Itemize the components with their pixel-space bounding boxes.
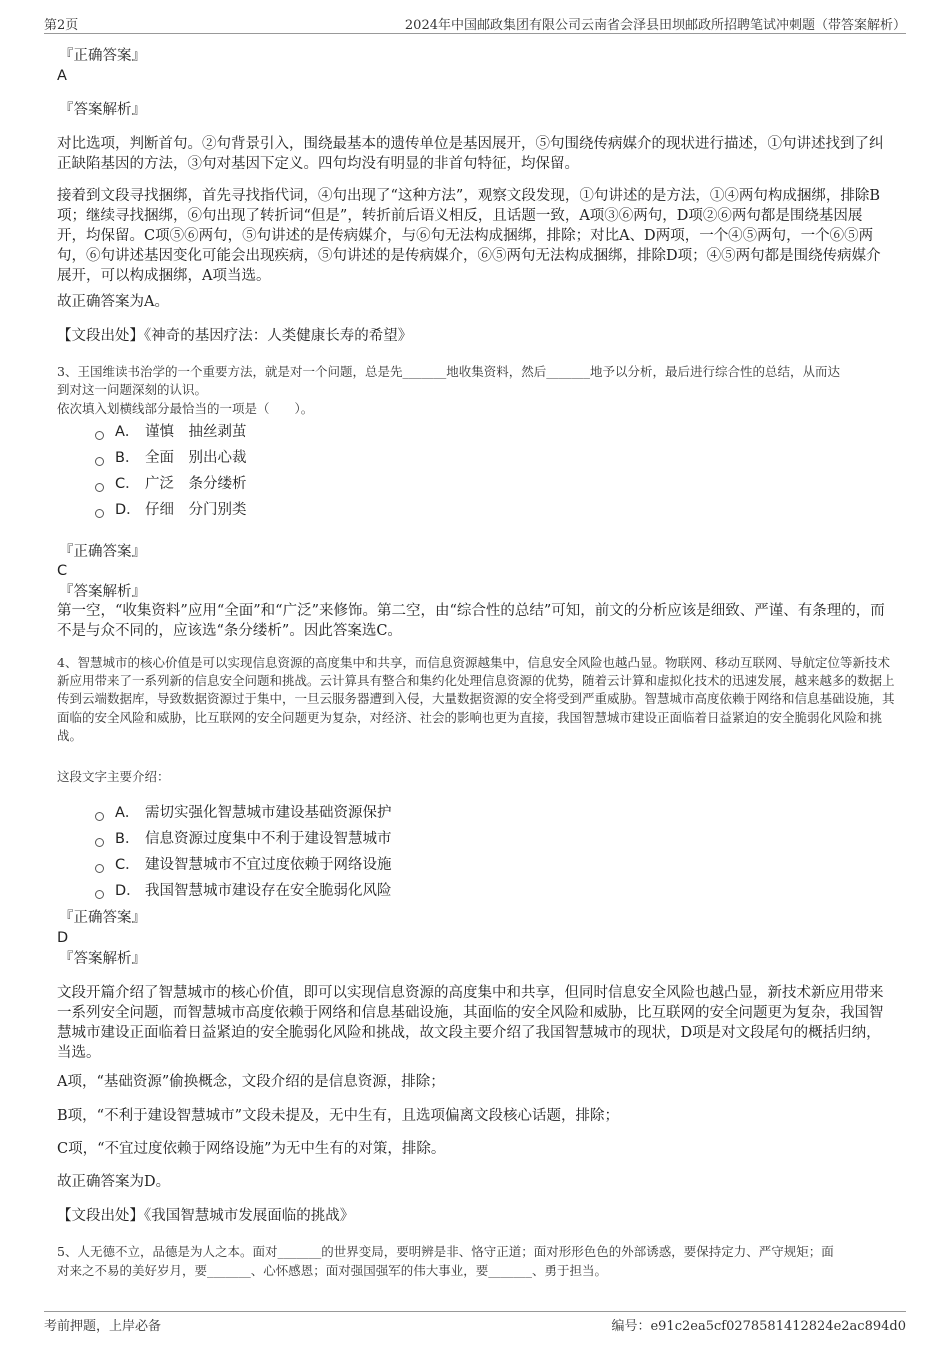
q3-stem-line2: 到对这一问题深刻的认识。 [57,382,208,397]
option-key: C． [115,857,140,873]
option-key: A． [115,805,140,821]
radio-icon[interactable] [95,838,104,847]
option-key: D． [115,883,141,899]
q2-analysis-p1: 对比选项，判断首句。②句背景引入，围绕最基本的遗传单位是基因展开，⑤句围绕传病媒介的现状进行描述，①句讲述找到了纠正缺陷基因的方法，③句对基因下定义。四句均没有明显的非首句特征，均保留。 [57,136,884,172]
option-key: C． [115,476,140,492]
radio-icon[interactable] [95,864,104,873]
option-key: D． [115,502,141,518]
q3-analysis: 第一空，“收集资料”应用“全面”和“广泛”来修饰。第二空，由“综合性的总结”可知，前文的分析应该是细致、严谨、有条理的，而不是与众不同的，应该选“条分缕析”。因此答案选C。 [57,603,885,639]
q4-source: 【文段出处】《我国智慧城市发展面临的挑战》 [57,1208,355,1224]
q4-analysis-b: B项，“不利于建设智慧城市”文段未提及，无中生有，且选项偏离文段核心话题，排除； [57,1108,619,1124]
q4-analysis-a: A项，“基础资源”偷换概念，文段介绍的是信息资源，排除； [57,1074,445,1090]
radio-icon[interactable] [95,509,104,518]
q3-answer-label: 『正确答案』 [59,544,146,560]
radio-icon[interactable] [95,812,104,821]
option-text: 仔细 分门别类 [145,502,247,518]
option-key: A． [115,424,140,440]
page-header [44,14,906,34]
q4-answer-label: 『正确答案』 [59,910,146,926]
option-text: 信息资源过度集中不利于建设智慧城市 [145,831,392,847]
page-number: 第2页 [44,18,79,33]
q2-analysis-p2: 接着到文段寻找捆绑，首先寻找指代词，④句出现了“这种方法”，观察文段发现，①句讲述的是方法，①④两句构成捆绑，排除B项；继续寻找捆绑，⑥句出现了转折词“但是”，转折前后语义相反，且话题一致，A项③⑥两句，D项②⑥两句都是围绕基因展开，均保留。C项⑤⑥两句，⑤句讲述的是传病媒介，与⑥句无法构成捆绑，排除；对比A、D两项，一个④⑤两句，一个⑥⑤两句，⑥句讲述基因变化可能会出现疾病，⑤句讲述的是传病媒介，⑥⑤两句无法构成捆绑，排除D项；④⑤两句都是围绕传病媒介展开，可以构成捆绑，A项当选。 [57,188,881,284]
q4-answer: D [57,930,69,946]
q5-stem-line1: 5、人无德不立，品德是为人之本。面对_______的世界变局，要明辨是非、恪守正道；面对形形色色的外部诱惑，要保持定力、严守规矩；面 [57,1244,834,1259]
q2-conclusion: 故正确答案为A。 [57,294,169,310]
q3-option-d[interactable] [95,500,247,520]
option-text: 全面 别出心裁 [145,450,247,466]
radio-icon[interactable] [95,483,104,492]
q3-option-c[interactable] [95,474,247,494]
q5-stem-line2: 对来之不易的美好岁月，要_______、心怀感恩；面对强国强军的伟大事业，要_______、勇于担当。 [57,1263,608,1278]
document-id: 编号：e91c2ea5cf0278581412824e2ac894d0 [611,1319,906,1334]
q4-prompt: 这段文字主要介绍： [57,769,170,784]
q4-stem: 4、智慧城市的核心价值是可以实现信息资源的高度集中和共享，而信息资源越集中，信息安全风险也越凸显。物联网、移动互联网、导航定位等新技术新应用带来了一系列新的信息安全问题和挑战。云计算具有整合和集约化处理信息资源的优势，随着云计算和虚拟化技术的迅速发展，越来越多的数据上传到云端数据库，导致数据资源过于集中，一旦云服务器遭到入侵，大量数据资源的安全将受到严重威胁。智慧城市高度依赖于网络和信息基础设施，其面临的安全风险和威胁，比互联网的安全问题更为复杂，对经济、社会的影响也更为直接，我国智慧城市建设正面临着日益紧迫的安全脆弱化风险和挑战。 [57,655,895,743]
option-text: 需切实强化智慧城市建设基础资源保护 [145,805,392,821]
q2-source: 【文段出处】《神奇的基因疗法：人类健康长寿的希望》 [57,328,413,344]
q2-answer: A [57,68,67,84]
footer-slogan: 考前押题，上岸必备 [44,1319,162,1334]
q4-option-c[interactable] [95,855,392,875]
radio-icon[interactable] [95,431,104,440]
radio-icon[interactable] [95,457,104,466]
option-text: 谨慎 抽丝剥茧 [145,424,247,440]
q4-option-b[interactable] [95,829,392,849]
option-text: 我国智慧城市建设存在安全脆弱化风险 [145,883,392,899]
radio-icon[interactable] [95,890,104,899]
q2-analysis-label: 『答案解析』 [59,102,146,118]
option-key: B． [115,831,140,847]
q3-option-b[interactable] [95,448,247,468]
option-key: B． [115,450,140,466]
q3-prompt: 依次填入划横线部分最恰当的一项是（ ）。 [57,401,314,416]
q4-analysis-p1: 文段开篇介绍了智慧城市的核心价值，即可以实现信息资源的高度集中和共享，但同时信息安全风险也越凸显，新技术新应用带来一系列安全问题，而智慧城市高度依赖于网络和信息基础设施，其面临的安全风险和威胁，比互联网的安全问题更为复杂，我国智慧城市建设正面临着日益紧迫的安全脆弱化风险和挑战，故文段主要介绍了我国智慧城市的现状，D项是对文段尾句的概括归纳，当选。 [57,985,884,1061]
q4-option-d[interactable] [95,881,392,901]
q3-option-a[interactable] [95,422,247,442]
q4-analysis-c: C项，“不宜过度依赖于网络设施”为无中生有的对策，排除。 [57,1141,446,1157]
q3-stem-line1: 3、王国维读书治学的一个重要方法，就是对一个问题，总是先_______地收集资料，然后_______地予以分析，最后进行综合性的总结，从而达 [57,364,840,379]
page-footer [44,1311,906,1334]
option-text: 广泛 条分缕析 [145,476,247,492]
q4-analysis-label: 『答案解析』 [59,951,146,967]
q4-option-a[interactable] [95,803,392,823]
q3-analysis-label: 『答案解析』 [59,584,146,600]
option-text: 建设智慧城市不宜过度依赖于网络设施 [145,857,392,873]
q4-conclusion: 故正确答案为D。 [57,1174,171,1190]
q3-answer: C [57,563,68,579]
q2-answer-label: 『正确答案』 [59,48,146,64]
document-title: 2024年中国邮政集团有限公司云南省会泽县田坝邮政所招聘笔试冲刺题（带答案解析） [404,18,906,33]
